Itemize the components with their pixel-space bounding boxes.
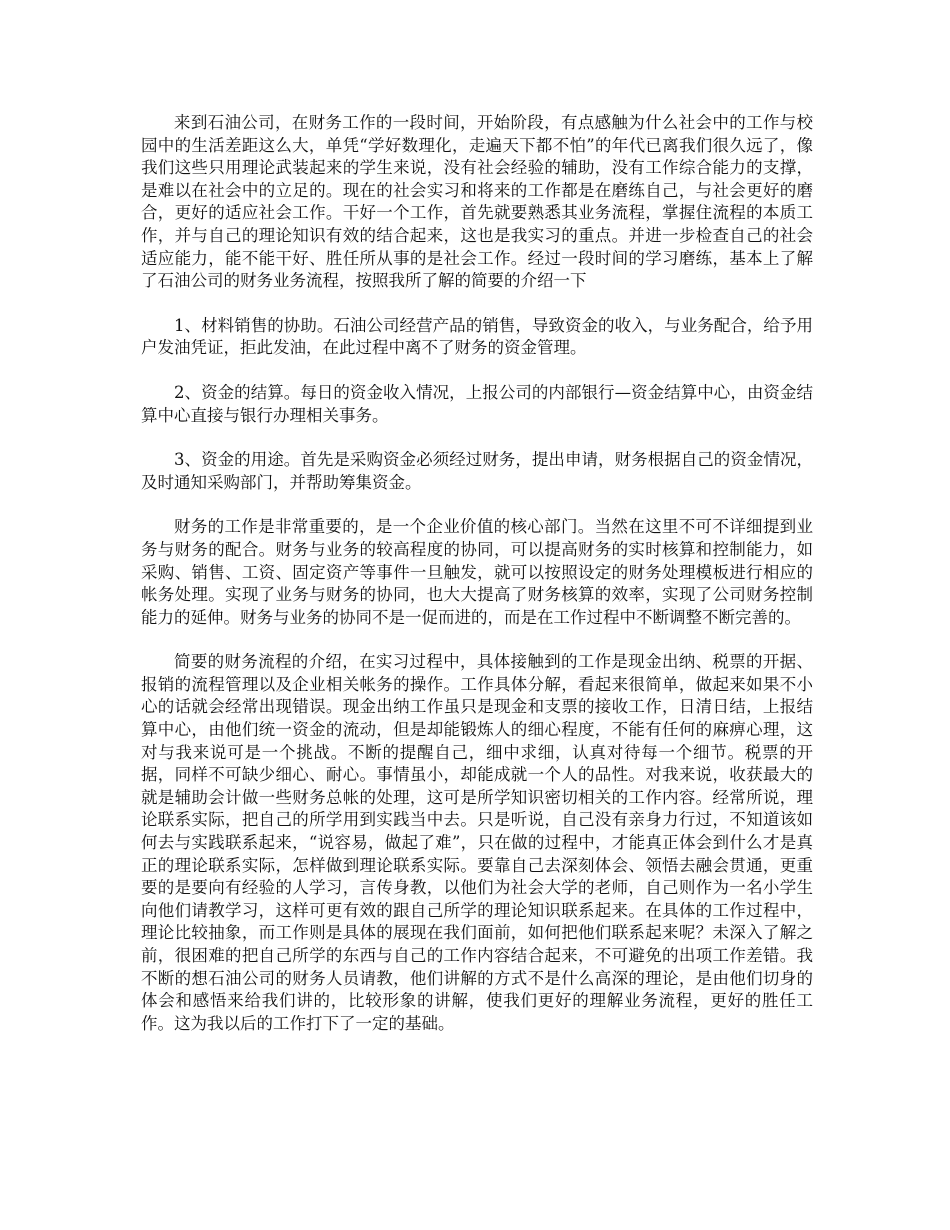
document-body xyxy=(141,112,813,1057)
paragraph-item-2: 2、资金的结算。每日的资金收入情况，上报公司的内部银行—资金结算中心，由资金结算中心直接与银行办理相关事务。 xyxy=(141,382,813,425)
paragraph-intro: 来到石油公司，在财务工作的一段时间，开始阶段，有点感触为什么社会中的工作与校园中的生活差距这么大，单凭“学好数理化，走遍天下都不怕”的年代已离我们很久远了，像我们这些只用理论武装起来的学生来说，没有社会经验的辅助，没有工作综合能力的支撑，是难以在社会中的立足的。现在的社会实习和将来的工作都是在磨练自己，与社会更好的磨合，更好的适应社会工作。干好一个工作，首先就要熟悉其业务流程，掌握住流程的本质工作，并与自己的理论知识有效的结合起来，这也是我实习的重点。并进一步检查自己的社会适应能力，能不能干好、胜任所从事的是社会工作。经过一段时间的学习磨练，基本上了解了石油公司的财务业务流程，按照我所了解的简要的介绍一下 xyxy=(141,113,813,291)
paragraph-item-1: 1、材料销售的协助。石油公司经营产品的销售，导致资金的收入，与业务配合，给予用户发油凭证，拒此发油，在此过程中离不了财务的资金管理。 xyxy=(141,315,813,358)
paragraph-finance-role: 财务的工作是非常重要的，是一个企业价值的核心部门。当然在这里不可不详细提到业务与财务的配合。财务与业务的较高程度的协同，可以提高财务的实时核算和控制能力，如采购、销售、工资、固定资产等事件一旦触发，就可以按照设定的财务处理模板进行相应的帐务处理。实现了业务与财务的协同，也大大提高了财务核算的效率，实现了公司财务控制能力的延伸。财务与业务的协同不是一促而进的，而是在工作过程中不断调整不断完善的。 xyxy=(141,517,813,627)
paragraph-item-3: 3、资金的用途。首先是采购资金必须经过财务，提出申请，财务根据自己的资金情况，及时通知采购部门，并帮助筹集资金。 xyxy=(141,450,813,492)
paragraph-workflow-details: 简要的财务流程的介绍，在实习过程中，具体接触到的工作是现金出纳、税票的开据、报销的流程管理以及企业相关帐务的操作。工作具体分解，看起来很简单，做起来如果不小心的话就会经常出现错误。现金出纳工作虽只是现金和支票的接收工作，日清日结，上报结算中心，由他们统一资金的流动，但是却能锻炼人的细心程度，不能有任何的麻痹心理，这对与我来说可是一个挑战。不断的提醒自己，细中求细，认真对待每一个细节。税票的开据，同样不可缺少细心、耐心。事情虽小，却能成就一个人的品性。对我来说，收获最大的就是辅助会计做一些财务总帐的处理，这可是所学知识密切相关的工作内容。经常所说，理论联系实际，把自己的所学用到实践当中去。只是听说，自己没有亲身力行过，不知道该如何去与实践联系起来，“说容易，做起了难”，只在做的过程中，才能真正体会到什么才是真正的理论联系实际，怎样做到理论联系实际。要靠自己去深刻体会、领悟去融会贯通，更重要的是要向有经验的人学习，言传身教，以他们为社会大学的老师，自己则作为一名小学生向他们请教学习，这样可更有效的跟自己所学的理论知识联系起来。在具体的工作过程中，理论比较抽象，而工作则是具体的展现在我们面前，如何把他们联系起来呢？未深入了解之前，很困难的把自己所学的东西与自己的工作内容结合起来，不可避免的出项工作差错。我不断的想石油公司的财务人员请教，他们讲解的方式不是什么高深的理论，是由他们切身的体会和感悟来给我们讲的，比较形象的讲解，使我们更好的理解业务流程，更好的胜任工作。这为我以后的工作打下了一定的基础。 xyxy=(141,652,813,1033)
